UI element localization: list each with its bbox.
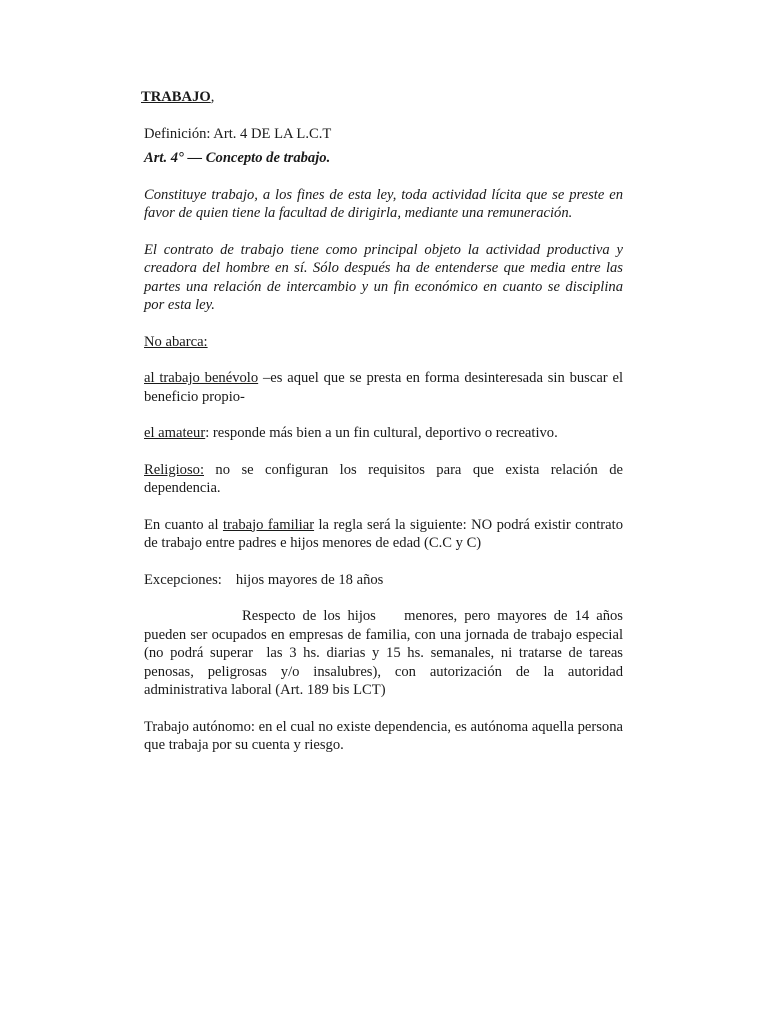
item-benevolo-text: –es aquel que se presta en forma desinteresada sin buscar el beneficio propio- [144, 370, 624, 405]
article-paragraph-2: El contrato de trabajo tiene como principal objeto la actividad productiva y creadora del hombre en sí. Sólo después ha de entenderse que media entre las partes una relación de intercambio y un fin económico en cuanto se disciplina por esta ley. [144, 241, 623, 313]
item-benevolo-term: al trabajo benévolo [144, 370, 259, 386]
item-benevolo [144, 369, 623, 406]
respecto-paragraph [144, 607, 627, 700]
document-page [141, 88, 627, 755]
article-heading: Art. 4° — Concepto de trabajo. [144, 150, 331, 166]
definition-line: Definición: Art. 4 DE LA L.C.T [144, 125, 332, 142]
article-paragraph-1: Constituye trabajo, a los fines de esta ley, toda actividad lícita que se preste en favor de quien tiene la facultad de dirigirla, mediante una remuneración. [144, 186, 623, 221]
item-amateur-term: el amateur [144, 425, 206, 441]
trabajo-autonomo-paragraph: Trabajo autónomo: en el cual no existe dependencia, es autónoma aquella persona que trabaja por su cuenta y riesgo. [144, 718, 623, 753]
excepciones-line [144, 571, 623, 590]
item-amateur [144, 424, 623, 443]
familiar-post: la regla será la siguiente: NO podrá existir contrato de trabajo entre padres e hijos menores de edad (C.C y C) [144, 516, 623, 551]
no-abarca-heading [144, 333, 623, 352]
title-suffix: , [210, 89, 215, 105]
item-religioso [144, 461, 623, 498]
document-title-line [141, 88, 623, 107]
excepciones-text: hijos mayores de 18 años [235, 571, 384, 588]
respecto-text: Respecto de los hijos menores, pero mayores de 14 años pueden ser ocupados en empresas de familia, con una jornada de trabajo especial (no podrá superar las 3 hs. diarias y 15 hs. semanales, ni tratarse de tareas penosas, peligrosas y/o insalubres), con autorización de la autoridad administrativa laboral (Art. 189 bis LCT) [144, 608, 627, 698]
item-religioso-text: no se configuran los requisitos para que exista relación de dependencia. [144, 461, 623, 496]
familiar-pre: En cuanto al [144, 516, 223, 533]
excepciones-label: Excepciones: [144, 571, 222, 588]
familiar-term: trabajo familiar [222, 516, 315, 533]
trabajo-familiar-paragraph [144, 516, 623, 553]
no-abarca-label: No abarca: [144, 333, 208, 350]
item-religioso-term: Religioso: [144, 461, 204, 478]
item-amateur-text: : responde más bien a un fin cultural, deportivo o recreativo. [205, 425, 558, 441]
document-title: TRABAJO [141, 89, 211, 105]
